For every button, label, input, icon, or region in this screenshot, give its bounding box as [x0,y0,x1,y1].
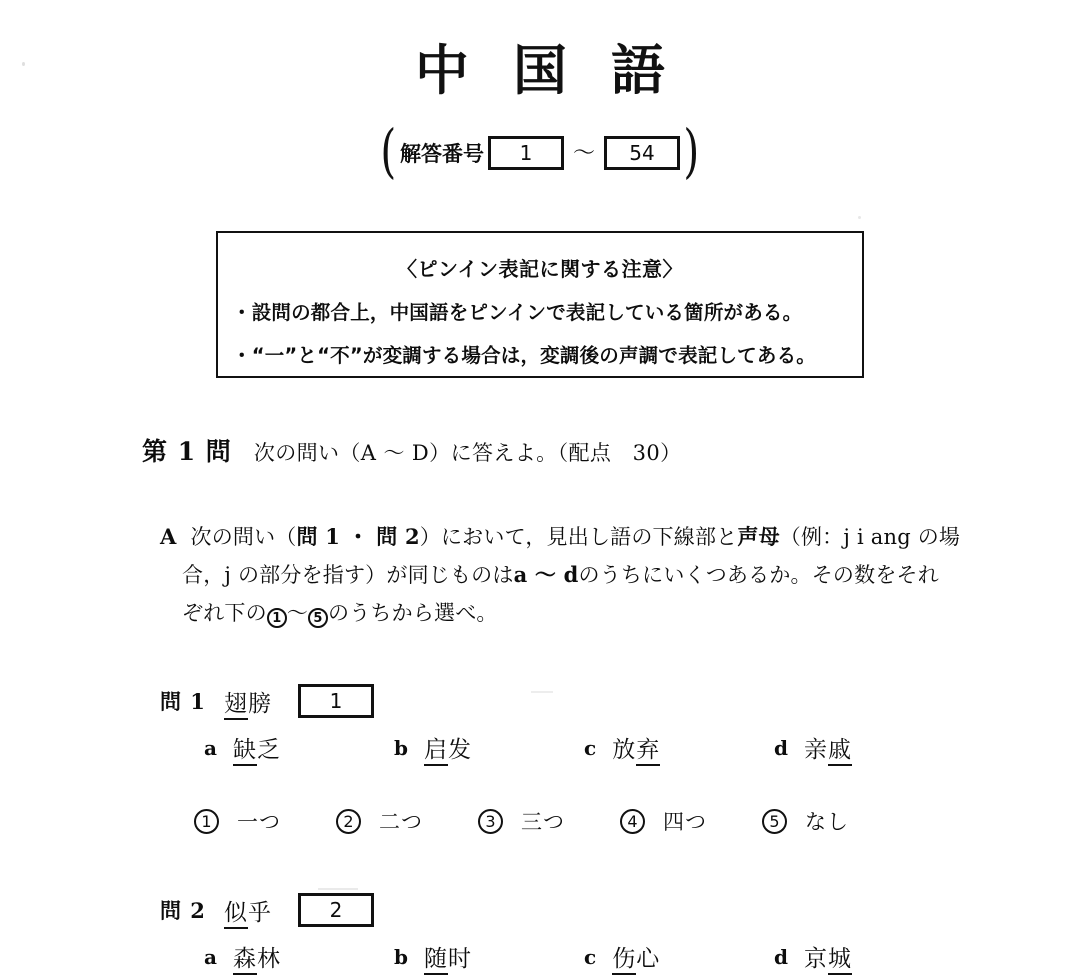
part-a-line-1 [160,518,961,556]
option-char-plain: 乏 [256,737,281,763]
choice-1[interactable] [194,806,336,836]
choice-number: 2 [336,809,361,834]
close-paren: ) [683,117,700,185]
option-letter: d [774,944,788,969]
range-separator: 〜 [572,140,595,166]
circled-number-5: 5 [308,608,328,628]
open-paren: ( [380,117,397,185]
part-a-line3-seg2: 〜 [286,601,309,625]
question-1-headword-rest: 膀 [247,690,272,717]
option-char-plain: 京 [803,946,828,972]
option-char-underlined: 随 [424,946,448,975]
part-a-line1-seg3: ）において，見出し語の下線部と [419,525,738,549]
option-char-plain: 林 [256,946,281,972]
question-2-answer-box[interactable]: 2 [298,893,374,927]
question-1-option-c [584,731,774,764]
choice-label: 二つ [379,810,423,834]
choice-label: 四つ [663,810,707,834]
part-a-line2-seg2: a 〜 d [513,562,579,587]
choice-label: なし [805,810,849,834]
circled-number-1: 1 [267,608,287,628]
answer-number-end-box: 54 [604,136,680,170]
option-char-underlined: 启 [424,737,448,766]
part-a-instructions [160,518,961,632]
question-2-headword [224,894,272,927]
option-word [233,940,281,973]
option-letter: b [394,735,408,760]
question-1-label: 問 1 [160,689,206,714]
option-letter: a [204,735,217,760]
option-char-underlined: 戚 [828,737,852,766]
choice-label: 三つ [521,810,565,834]
option-char-underlined: 伤 [612,946,636,975]
option-word [424,940,472,973]
choice-number: 3 [478,809,503,834]
question-1-options [204,731,852,764]
option-char-plain: 放 [612,737,637,763]
option-char-plain: 时 [447,946,472,972]
choice-2[interactable] [336,806,478,836]
part-a-line1-seg5: （例：j i ang の場 [779,525,961,549]
option-char-plain: 发 [447,737,472,763]
question-1-headword-underlined: 翅 [224,691,248,720]
question-1-choices [194,806,849,836]
notice-line-2: ・“一”と“不”が変調する場合は，変調後の声調で表記してある。 [232,344,816,367]
part-a-line1-seg1: 次の問い（ [190,525,297,549]
choice-number: 4 [620,809,645,834]
option-letter: b [394,944,408,969]
answer-number-start-box: 1 [488,136,564,170]
question-1-headword [224,685,272,718]
part-a-letter: A [160,524,177,549]
page-title: 中国語 [415,38,709,102]
answer-number-label: 解答番号 [399,142,484,166]
question-2-option-c [584,940,774,973]
question-1-header [160,684,374,718]
option-word [804,731,852,764]
option-letter: c [584,944,597,969]
option-word [804,940,852,973]
choice-5[interactable] [762,806,849,836]
option-char-underlined: 缺 [233,737,257,766]
question-2-header [160,893,374,927]
option-char-underlined: 森 [233,946,257,975]
option-word [612,940,660,973]
choice-label: 一つ [237,810,281,834]
notice-line-1: ・設問の都合上，中国語をピンインで表記している箇所がある。 [232,301,803,324]
choice-3[interactable] [478,806,620,836]
option-char-plain: 心 [636,946,661,972]
notice-heading: 〈ピンイン表記に関する注意〉 [397,257,683,281]
option-char-underlined: 弃 [636,737,660,766]
answer-number-range [0,117,1080,185]
part-a-line1-seg2: 問 1 ・ 問 2 [296,524,420,549]
question-2-headword-underlined: 似 [224,900,248,929]
question-1-option-b [394,731,584,764]
option-word [612,731,660,764]
question-2-label: 問 2 [160,898,206,923]
question-2-option-a [204,940,394,973]
part-a-line-3 [160,594,950,632]
part-a-line3-seg3: のうちから選べ。 [328,601,498,625]
part-a-line3-seg1: ぞれ下の [182,601,267,625]
part-a-line-2 [160,556,950,594]
question-2-options [204,938,852,975]
part-a-line2-seg1: 合，j の部分を指す）が同じものは [182,563,514,587]
section-instruction: 次の問い（A 〜 D）に答えよ。（配点 30） [253,441,682,465]
scan-speckle [858,216,861,219]
option-letter: a [204,944,217,969]
choice-number: 5 [762,809,787,834]
option-word [424,731,472,764]
pinyin-notice-box [216,231,864,378]
scan-speckle [531,691,553,693]
section-label: 第 1 問 [142,437,232,466]
option-char-underlined: 城 [828,946,852,975]
option-letter: d [774,735,788,760]
option-letter: c [584,735,597,760]
part-a-line2-seg3: のうちにいくつあるか。その数をそれ [578,563,939,587]
scan-speckle [318,888,358,890]
choice-number: 1 [194,809,219,834]
option-word [233,731,281,764]
question-1-answer-box[interactable]: 1 [298,684,374,718]
question-1-option-d [774,731,852,764]
part-a-line1-seg4: 声母 [737,524,780,549]
question-2-option-b [394,940,584,973]
question-1-option-a [204,731,394,764]
choice-4[interactable] [620,806,762,836]
section-header [142,432,682,468]
option-char-plain: 亲 [803,737,828,763]
question-2-option-d [774,940,852,973]
question-2-headword-rest: 乎 [247,899,272,926]
